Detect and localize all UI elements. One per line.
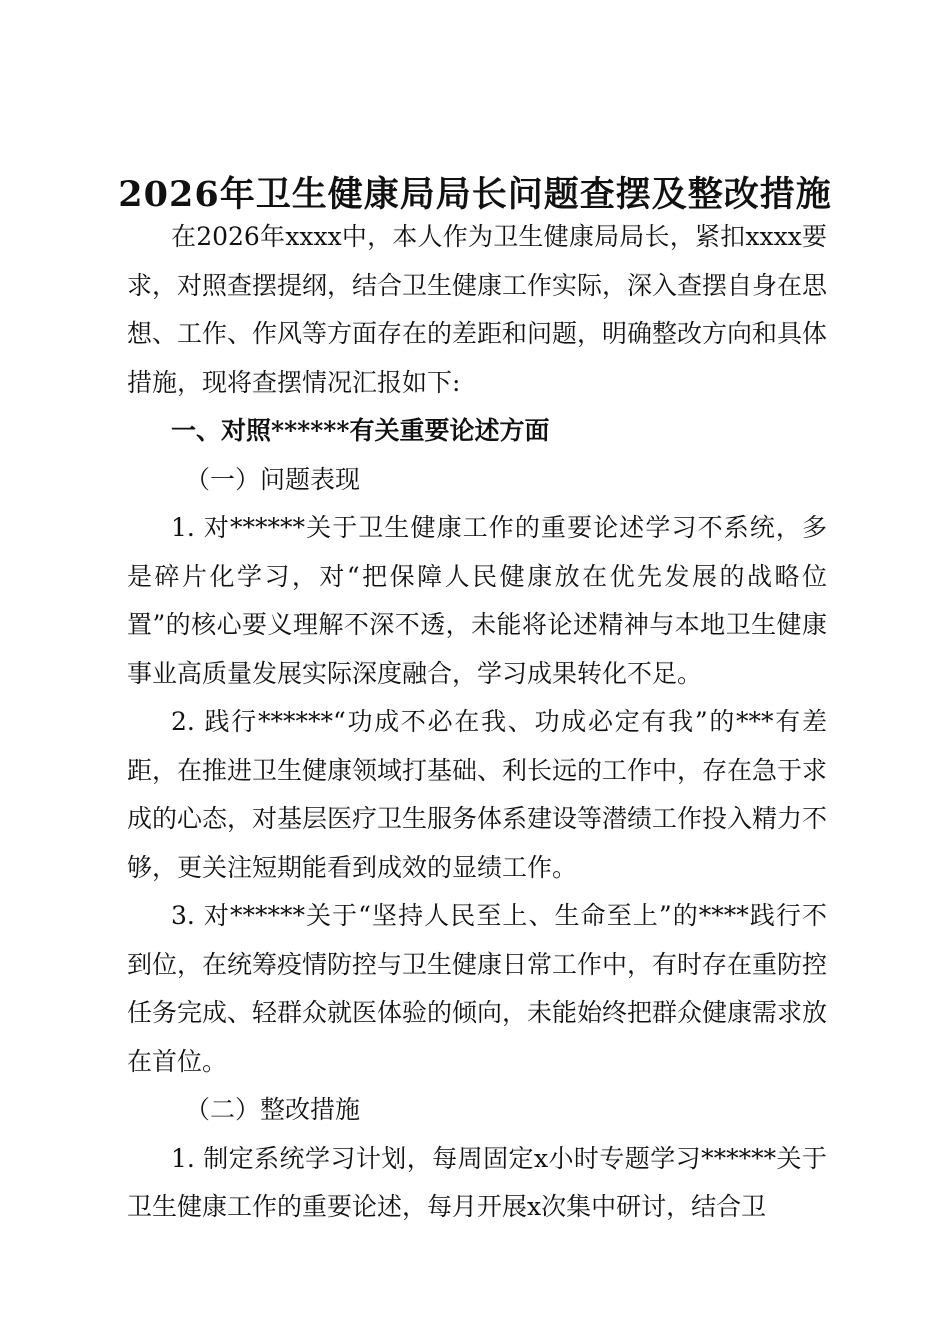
problem-item-1: 1. 对******关于卫生健康工作的重要论述学习不系统，多是碎片化学习，对“把保障人民健康放在优先发展的战略位置”的核心要义理解不深不透，未能将论述精神与本地卫生健康事业高质量发展实际深度融合，学习成果转化不足。 bbox=[127, 513, 827, 688]
intro-paragraph: 在2026年xxxx中，本人作为卫生健康局局长，紧扣xxxx要求，对照查摆提纲，结合卫生健康工作实际，深入查摆自身在思想、工作、作风等方面存在的差距和问题，明确整改方向和具体措施，现将查摆情况汇报如下: bbox=[127, 222, 828, 397]
section-heading: 一、对照******有关重要论述方面 bbox=[171, 416, 550, 445]
problem-item-3: 3. 对******关于“坚持人民至上、生命至上”的****践行不到位，在统筹疫情防控与卫生健康日常工作中，有时存在重防控任务完成、轻群众就医体验的倾向，未能始终把群众健康需求放在首位。 bbox=[127, 901, 828, 1076]
document-body bbox=[127, 213, 827, 1232]
measures-subheading: （二）整改措施 bbox=[185, 1095, 361, 1124]
measure-item-1: 1. 制定系统学习计划，每周固定x小时专题学习******关于卫生健康工作的重要论述，每月开展x次集中研讨，结合卫 bbox=[127, 1143, 827, 1221]
problem-item-2: 2. 践行******“功成不必在我、功成必定有我”的***有差距，在推进卫生健康领域打基础、利长远的工作中，存在急于求成的心态，对基层医疗卫生服务体系建设等潜绩工作投入精力不够，更关注短期能看到成效的显绩工作。 bbox=[127, 707, 828, 882]
document-title: 2026年卫生健康局局长问题查摆及整改措施 bbox=[118, 174, 832, 215]
problems-subheading: （一）问题表现 bbox=[185, 464, 361, 494]
